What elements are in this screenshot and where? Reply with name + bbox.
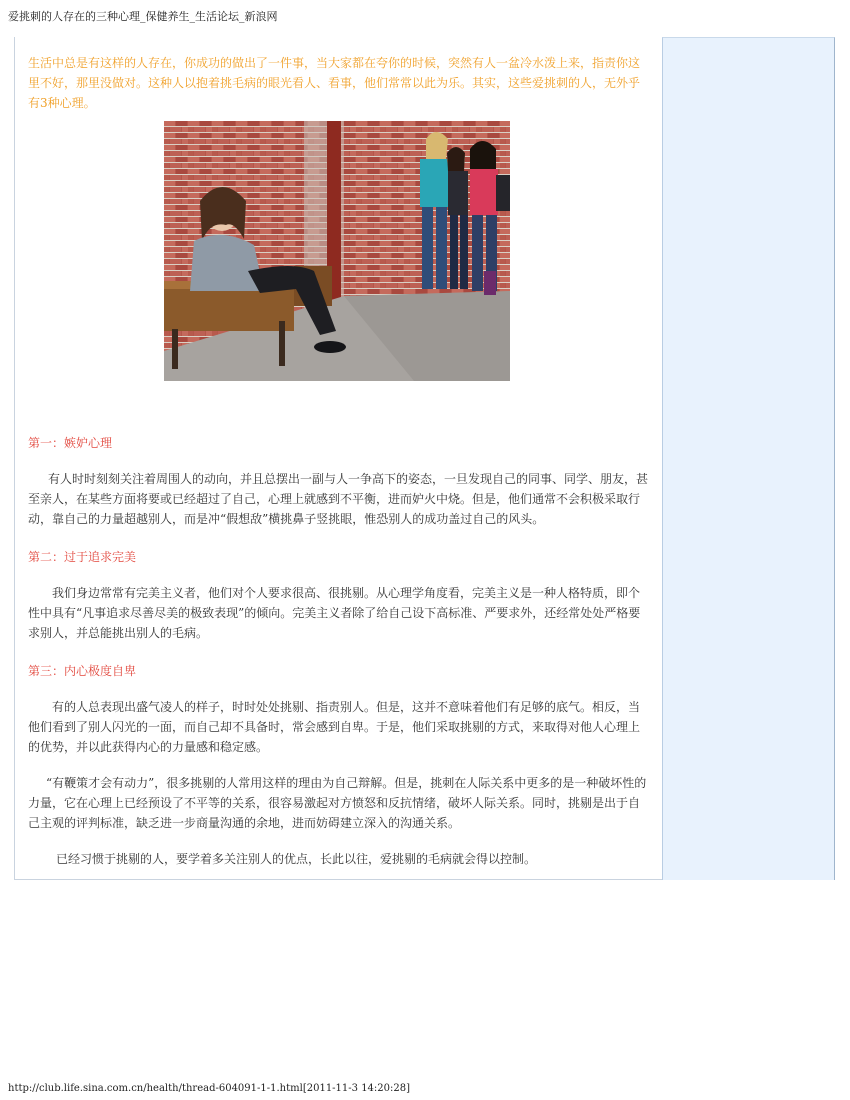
section-paragraph: 有的人总表现出盛气凌人的样子，时时处处挑剔、指责别人。但是，这并不意味着他们有足够的底气。相反，当他们看到了别人闪光的一面，而自己却不具备时，常会感到自卑。于是，他们采取挑剔的方式，来取得对他人心理上的优势，并以此获得内心的力量感和稳定感。 bbox=[28, 700, 641, 754]
section-heading: 第二：过于追求完美 bbox=[28, 550, 137, 564]
sidebar-panel bbox=[662, 37, 835, 880]
section-heading: 第三：内心极度自卑 bbox=[28, 664, 137, 678]
page-url: http://club.life.sina.com.cn/health/thread-604091-1-1.html[2011-11-3 14:20:28] bbox=[8, 1083, 411, 1094]
article-photo bbox=[164, 121, 510, 381]
article-body bbox=[28, 53, 648, 869]
article-intro: 生活中总是有这样的人存在，你成功的做出了一件事，当大家都在夸你的时候，突然有人一盆冷水泼上来，指责你这里不好，那里没做对。这种人以抱着挑毛病的眼光看人、看事，他们常常以此为乐。其实，这些爱挑刺的人，无外乎有3种心理。 bbox=[28, 56, 641, 110]
closing-paragraph: “有鞭策才会有动力”，很多挑剔的人常用这样的理由为自己辩解。但是，挑刺在人际关系中更多的是一种破坏性的力量，它在心理上已经预设了不平等的关系，很容易激起对方愤怒和反抗情绪，破坏人际关系。同时，挑剔是出于自己主观的评判标准，缺乏进一步商量沟通的余地，进而妨碍建立深入的沟通关系。 bbox=[28, 776, 647, 830]
closing-paragraph: 已经习惯于挑剔的人，要学着多关注别人的优点，长此以往，爱挑剔的毛病就会得以控制。 bbox=[56, 852, 537, 866]
page-title: 爱挑刺的人存在的三种心理_保健养生_生活论坛_新浪网 bbox=[8, 10, 278, 23]
section-paragraph: 我们身边常常有完美主义者，他们对个人要求很高、很挑剔。从心理学角度看，完美主义是一种人格特质，即个性中具有“凡事追求尽善尽美的极致表现”的倾向。完美主义者除了给自己设下高标准、严要求外，还经常处处严格要求别人，并总能挑出别人的毛病。 bbox=[28, 586, 641, 640]
section-paragraph: 有人时时刻刻关注着周围人的动向，并且总摆出一副与人一争高下的姿态，一旦发现自己的同事、同学、朋友，甚至亲人，在某些方面将要或已经超过了自己，心理上就感到不平衡，进而妒火中烧。但是，他们通常不会积极采取行动，靠自己的力量超越别人，而是冲“假想敌”横挑鼻子竖挑眼，惟恐别人的成功盖过自己的风头。 bbox=[28, 472, 649, 526]
section-heading: 第一：嫉妒心理 bbox=[28, 436, 113, 450]
